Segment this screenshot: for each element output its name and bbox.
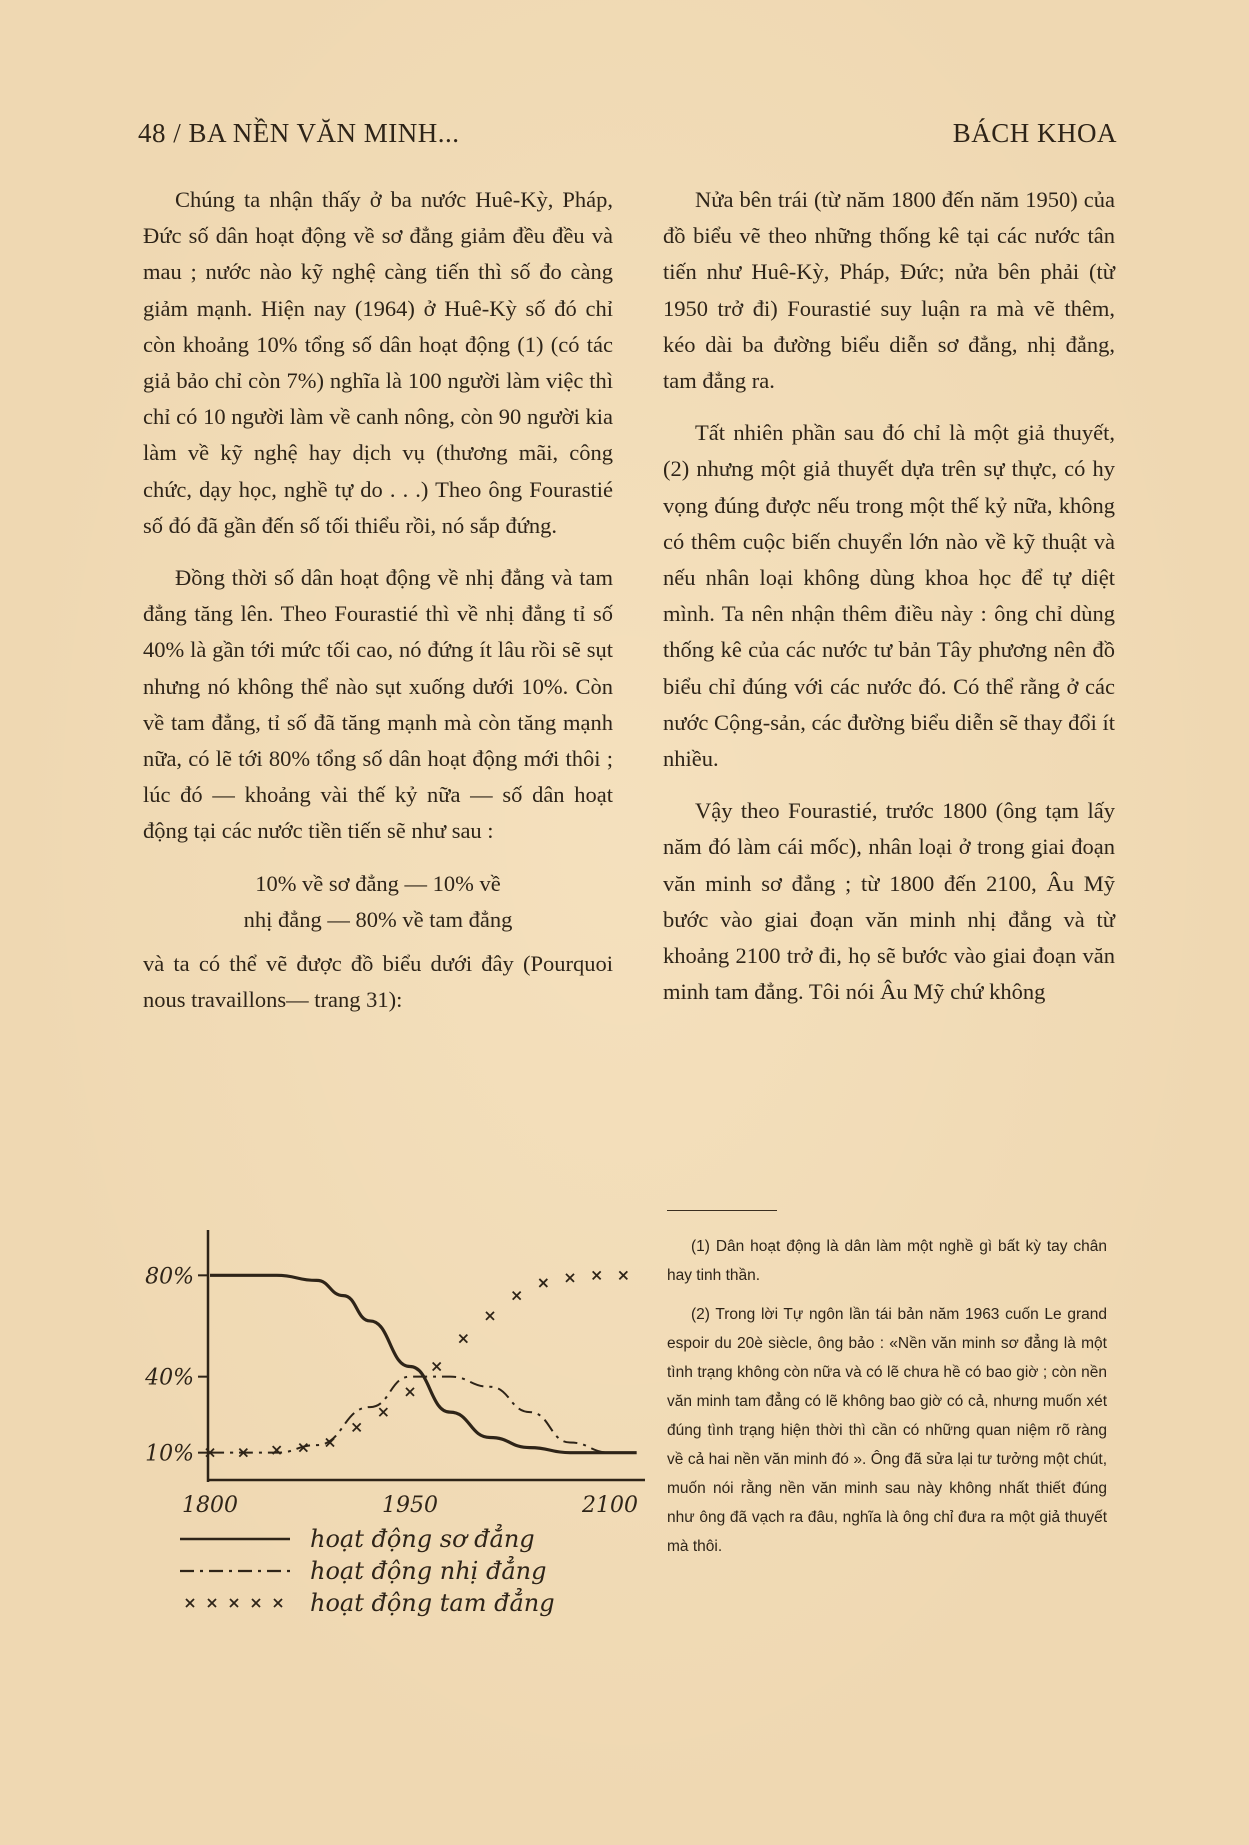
y-tick-label: 80% [145,1264,194,1290]
x-tick-labels [182,1493,638,1518]
formula-line-1: 10% về sơ đẳng — 10% về [255,870,501,896]
right-paragraph-3: Vậy theo Fourastié, trước 1800 (ông tạm lấy năm đó làm cái mốc), nhân loại ở trong giai đoạn văn minh sơ đẳng ; từ 1800 đến 2100, Âu Mỹ bước vào giai đoạn văn minh nhị đẳng và từ khoảng 2100 trở đi, họ sẽ bước vào giai đoạn văn minh tam đẳng. Tôi nói Âu Mỹ chứ không [663,798,1115,1005]
tam-dang-point [593,1271,601,1279]
legend-label: hoạt động sơ đẳng [310,1525,535,1553]
tam-dang-point [353,1423,361,1431]
tam-dang-point [486,1312,494,1320]
tam-dang-point [513,1292,521,1300]
x-tick-label: 1950 [382,1493,438,1518]
legend-label: hoạt động nhị đẳng [310,1557,547,1585]
tam-dang-point [433,1363,441,1371]
left-paragraph-3: và ta có thể vẽ được đồ biểu dưới đây (Pourquoi nous travaillons— trang 31): [143,950,613,1012]
chart-axes [208,1230,645,1482]
footnote-2: (2) Trong lời Tự ngôn lần tái bản năm 1963 cuốn Le grand espoir du 20è siècle, ông bảo : «Nền văn minh sơ đẳng là một tình trạng không còn nữa và có lẽ chưa hề có bao giờ ; còn nền văn minh tam đẳng có lẽ không bao giờ có cả, nhưng muốn xét đúng tình trạng hiện thời thì cần có những quan niệm rõ ràng về cả hai nền văn minh đó ». Ông đã sửa lại tư tưởng một chút, muốn nói rằng nền văn minh sau này không nhất thiết đúng như ông đã vạch ra đâu, nghĩa là ông chỉ đưa ra một giả thuyết mà thôi. [667,1306,1107,1555]
x-tick-label: 1800 [182,1493,238,1518]
tam-dang-point [379,1408,387,1416]
left-column [143,182,613,1034]
right-column [663,182,1115,1026]
header-page-title: 48 / BA NỀN VĂN MINH... [138,118,460,148]
population-chart [140,1220,660,1660]
distribution-formula [143,866,613,938]
left-paragraph-1: Chúng ta nhận thấy ở ba nước Huê-Kỳ, Pháp, Đức số dân hoạt động về sơ đẳng giảm đều đều và mau ; nước nào kỹ nghệ càng tiến thì số đo càng giảm mạnh. Hiện nay (1964) ở Huê-Kỳ số đó chỉ còn khoảng 10% tổng số dân hoạt động (1) (có tác giả bảo chỉ còn 7%) nghĩa là 100 người làm việc thì chỉ có 10 người làm về canh nông, còn 90 người kia làm về kỹ nghệ hay dịch vụ (thương mãi, công chức, dạy học, nghề tự do . . .) Theo ông Fourastié số đó đã gần đến số tối thiểu rồi, nó sắp đứng. [143,187,613,538]
chart-legend [180,1523,555,1617]
header-magazine-name: BÁCH KHOA [952,118,1117,148]
tam-dang-point [459,1335,467,1343]
right-paragraph-1: Nửa bên trái (từ năm 1800 đến năm 1950) của đồ biểu vẽ theo những thống kê tại các nước tân tiến như Huê-Kỳ, Pháp, Đức; nửa bên phải (từ 1950 trở đi) Fourastié suy luận ra mà vẽ thêm, kéo dài ba đường biểu diễn sơ đẳng, nhị đẳng, tam đẳng ra. [663,187,1115,394]
y-tick-labels [144,1264,208,1466]
tam-dang-point [406,1388,414,1396]
left-paragraph-2: Đồng thời số dân hoạt động về nhị đẳng và tam đẳng tăng lên. Theo Fourastié thì về nhị đẳng tỉ số 40% là gần tới mức tối cao, nó đứng ít lâu rồi sẽ sụt nhưng nó không thể nào sụt xuống dưới 10%. Còn về tam đẳng, tỉ số đã tăng mạnh mà còn tăng mạnh nữa, có lẽ tới 80% tổng số dân hoạt động mới thôi ; lúc đó — khoảng vài thế kỷ nữa — số dân hoạt động tại các nước tiền tiến sẽ như sau : [143,565,613,844]
running-header [138,118,1117,158]
right-paragraph-2: Tất nhiên phần sau đó chỉ là một giả thuyết, (2) nhưng một giả thuyết dựa trên sự thực, có hy vọng đúng được nếu trong một thế kỷ nữa, không có thêm cuộc biến chuyển lớn nào về kỹ thuật và nếu nhân loại không dùng khoa học để tự diệt mình. Ta nên nhận thêm điều này : ông chỉ dùng thống kê của các nước tư bản Tây phương nên đồ biểu chỉ đúng với các nước đó. Có thể rằng ở các nước Cộng-sản, các đường biểu diễn sẽ thay đổi ít nhiều. [663,420,1115,772]
footnotes [667,1232,1107,1571]
so-dang-line [210,1275,637,1452]
footnote-1: (1) Dân hoạt động là dân làm một nghề gì bất kỳ tay chân hay tinh thần. [667,1238,1107,1284]
tam-dang-point [566,1274,574,1282]
y-tick-label: 40% [145,1365,194,1391]
y-tick-label: 10% [145,1441,194,1467]
formula-line-2: nhị đẳng — 80% về tam đẳng [243,906,513,932]
chart-series [206,1271,637,1456]
x-tick-label: 2100 [582,1493,638,1518]
nhi-dang-line [210,1377,637,1453]
tam-dang-point [619,1271,627,1279]
tam-dang-point [539,1279,547,1287]
footnote-rule [667,1210,777,1211]
legend-label: hoạt động tam đẳng [310,1589,555,1617]
